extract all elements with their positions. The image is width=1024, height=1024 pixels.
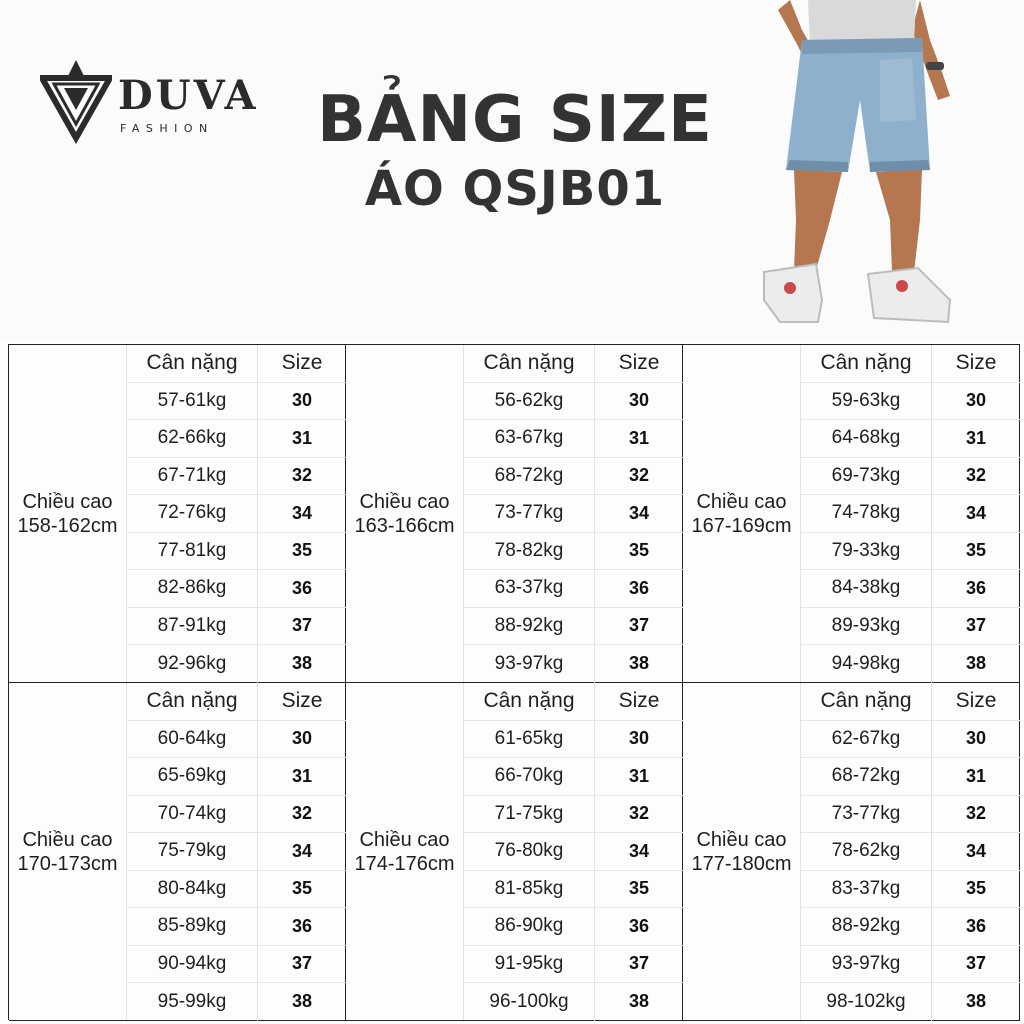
height-label: Chiều cao — [359, 490, 450, 513]
height-range: 167-169cm — [691, 514, 792, 537]
size-cell: 36 — [628, 915, 650, 936]
weight-column-header: Cân nặng — [464, 345, 595, 382]
table-row — [127, 570, 346, 608]
weight-cell: 96-100kg — [464, 983, 595, 1021]
size-cell: 35 — [291, 540, 313, 561]
table-row — [127, 495, 346, 533]
size-cell: 36 — [965, 915, 987, 936]
table-row — [464, 608, 683, 646]
height-cell — [683, 683, 801, 1020]
weight-column-header: Cân nặng — [127, 683, 258, 720]
weight-cell: 75-79kg — [127, 833, 258, 870]
weight-cell: 83-37kg — [801, 871, 932, 908]
weight-cell: 82-86kg — [127, 570, 258, 607]
weight-cell: 76-80kg — [464, 833, 595, 870]
size-cell: 38 — [291, 991, 313, 1012]
weight-cell: 80-84kg — [127, 871, 258, 908]
size-cell: 38 — [628, 991, 650, 1012]
size-cell: 34 — [291, 840, 313, 861]
size-cell: 37 — [965, 953, 987, 974]
table-row — [801, 983, 1020, 1021]
weight-cell: 60-64kg — [127, 721, 258, 758]
table-header-row — [801, 683, 1020, 721]
size-cell: 36 — [965, 577, 987, 598]
size-cell: 35 — [965, 878, 987, 899]
table-row — [464, 833, 683, 871]
weight-cell: 71-75kg — [464, 796, 595, 833]
weight-cell: 65-69kg — [127, 758, 258, 795]
table-row — [801, 796, 1020, 834]
header — [0, 0, 1024, 340]
size-cell: 35 — [628, 540, 650, 561]
size-cell: 30 — [965, 728, 987, 749]
weight-cell: 68-72kg — [464, 458, 595, 495]
size-cell: 34 — [965, 840, 987, 861]
size-cell: 30 — [291, 390, 313, 411]
page-title: BẢNG SIZE — [317, 83, 713, 157]
table-row — [127, 608, 346, 646]
table-row — [127, 946, 346, 984]
size-cell: 38 — [291, 653, 313, 674]
table-row — [127, 908, 346, 946]
size-cell: 35 — [291, 878, 313, 899]
weight-cell: 81-85kg — [464, 871, 595, 908]
model-photo — [750, 0, 970, 330]
table-row — [464, 796, 683, 834]
weight-cell: 87-91kg — [127, 608, 258, 645]
height-label: Chiều cao — [359, 828, 450, 851]
size-table — [9, 345, 346, 683]
table-row — [464, 570, 683, 608]
size-column-header: Size — [281, 689, 323, 713]
height-label: Chiều cao — [22, 828, 113, 851]
height-label: Chiều cao — [696, 490, 787, 513]
size-table — [346, 345, 683, 683]
weight-cell: 63-67kg — [464, 420, 595, 457]
table-row — [464, 458, 683, 496]
size-cell: 31 — [965, 765, 987, 786]
weight-column-header: Cân nặng — [127, 345, 258, 382]
table-row — [127, 533, 346, 571]
table-row — [801, 645, 1020, 683]
size-cell: 32 — [628, 803, 650, 824]
size-cell: 37 — [291, 615, 313, 636]
table-row — [127, 871, 346, 909]
size-cell: 35 — [628, 878, 650, 899]
height-range: 177-180cm — [691, 852, 792, 875]
weight-column-header: Cân nặng — [464, 683, 595, 720]
size-cell: 32 — [628, 465, 650, 486]
weight-cell: 70-74kg — [127, 796, 258, 833]
weight-cell: 56-62kg — [464, 383, 595, 420]
brand-name: DUVA — [118, 72, 259, 119]
page-subtitle: ÁO QSJB01 — [364, 161, 666, 217]
size-cell: 36 — [291, 915, 313, 936]
size-column-header: Size — [618, 689, 660, 713]
table-row — [464, 983, 683, 1021]
table-row — [464, 420, 683, 458]
height-cell — [346, 683, 464, 1020]
weight-cell: 59-63kg — [801, 383, 932, 420]
size-chart-grid — [8, 344, 1020, 1020]
weight-cell: 91-95kg — [464, 946, 595, 983]
weight-cell: 79-33kg — [801, 533, 932, 570]
table-row — [801, 946, 1020, 984]
weight-cell: 73-77kg — [801, 796, 932, 833]
size-cell: 32 — [291, 803, 313, 824]
table-row — [127, 833, 346, 871]
table-row — [127, 458, 346, 496]
weight-cell: 64-68kg — [801, 420, 932, 457]
size-table — [683, 345, 1020, 683]
table-row — [127, 645, 346, 683]
height-range: 170-173cm — [17, 852, 118, 875]
weight-cell: 93-97kg — [801, 946, 932, 983]
table-header-row — [464, 683, 683, 721]
table-row — [127, 758, 346, 796]
table-row — [127, 721, 346, 759]
weight-cell: 74-78kg — [801, 495, 932, 532]
weight-cell: 90-94kg — [127, 946, 258, 983]
table-header-row — [801, 345, 1020, 383]
size-cell: 34 — [628, 840, 650, 861]
height-range: 163-166cm — [354, 514, 455, 537]
brand-logo — [40, 58, 259, 148]
table-header-row — [464, 345, 683, 383]
weight-column-header: Cân nặng — [801, 345, 932, 382]
size-table — [9, 683, 346, 1021]
weight-cell: 88-92kg — [801, 908, 932, 945]
size-column-header: Size — [955, 351, 997, 375]
size-cell: 36 — [628, 577, 650, 598]
weight-cell: 67-71kg — [127, 458, 258, 495]
height-range: 158-162cm — [17, 514, 118, 537]
size-cell: 37 — [628, 615, 650, 636]
table-row — [127, 796, 346, 834]
table-row — [464, 495, 683, 533]
weight-cell: 57-61kg — [127, 383, 258, 420]
table-row — [127, 983, 346, 1021]
size-cell: 37 — [965, 615, 987, 636]
duva-mark-icon — [40, 58, 112, 144]
weight-cell: 68-72kg — [801, 758, 932, 795]
weight-cell: 86-90kg — [464, 908, 595, 945]
size-cell: 38 — [965, 991, 987, 1012]
height-cell — [9, 345, 127, 682]
table-row — [127, 383, 346, 421]
size-column-header: Size — [955, 689, 997, 713]
table-row — [464, 383, 683, 421]
height-label: Chiều cao — [22, 490, 113, 513]
weight-cell: 89-93kg — [801, 608, 932, 645]
size-cell: 38 — [628, 653, 650, 674]
size-cell: 30 — [291, 728, 313, 749]
size-cell: 31 — [291, 427, 313, 448]
table-row — [801, 570, 1020, 608]
size-cell: 30 — [628, 390, 650, 411]
table-row — [801, 721, 1020, 759]
weight-cell: 69-73kg — [801, 458, 932, 495]
size-cell: 37 — [628, 953, 650, 974]
table-row — [464, 721, 683, 759]
table-row — [464, 645, 683, 683]
size-cell: 31 — [628, 427, 650, 448]
size-cell: 34 — [965, 502, 987, 523]
height-cell — [683, 345, 801, 682]
table-row — [127, 420, 346, 458]
size-table — [683, 683, 1020, 1021]
weight-cell: 63-37kg — [464, 570, 595, 607]
table-row — [801, 533, 1020, 571]
table-row — [801, 908, 1020, 946]
weight-cell: 73-77kg — [464, 495, 595, 532]
height-range: 174-176cm — [354, 852, 455, 875]
height-label: Chiều cao — [696, 828, 787, 851]
weight-cell: 98-102kg — [801, 983, 932, 1021]
weight-cell: 95-99kg — [127, 983, 258, 1021]
size-cell: 35 — [965, 540, 987, 561]
table-row — [464, 871, 683, 909]
table-row — [801, 420, 1020, 458]
table-row — [464, 758, 683, 796]
table-row — [801, 871, 1020, 909]
size-cell: 34 — [291, 502, 313, 523]
table-row — [801, 608, 1020, 646]
weight-cell: 84-38kg — [801, 570, 932, 607]
table-row — [801, 833, 1020, 871]
size-cell: 37 — [291, 953, 313, 974]
size-column-header: Size — [618, 351, 660, 375]
weight-cell: 61-65kg — [464, 721, 595, 758]
size-cell: 36 — [291, 577, 313, 598]
table-row — [801, 758, 1020, 796]
weight-cell: 94-98kg — [801, 645, 932, 683]
weight-cell: 66-70kg — [464, 758, 595, 795]
weight-cell: 85-89kg — [127, 908, 258, 945]
size-cell: 32 — [965, 465, 987, 486]
weight-cell: 78-62kg — [801, 833, 932, 870]
weight-cell: 92-96kg — [127, 645, 258, 683]
table-row — [801, 383, 1020, 421]
brand-tagline: FASHION — [120, 122, 214, 135]
table-header-row — [127, 345, 346, 383]
size-cell: 32 — [291, 465, 313, 486]
weight-cell: 72-76kg — [127, 495, 258, 532]
table-row — [801, 495, 1020, 533]
height-cell — [346, 345, 464, 682]
table-row — [464, 908, 683, 946]
size-column-header: Size — [281, 351, 323, 375]
weight-cell: 88-92kg — [464, 608, 595, 645]
weight-cell: 62-66kg — [127, 420, 258, 457]
table-row — [801, 458, 1020, 496]
weight-cell: 78-82kg — [464, 533, 595, 570]
weight-column-header: Cân nặng — [801, 683, 932, 720]
size-cell: 30 — [965, 390, 987, 411]
size-cell: 34 — [628, 502, 650, 523]
table-header-row — [127, 683, 346, 721]
weight-cell: 62-67kg — [801, 721, 932, 758]
weight-cell: 93-97kg — [464, 645, 595, 683]
height-cell — [9, 683, 127, 1020]
size-cell: 32 — [965, 803, 987, 824]
size-cell: 31 — [965, 427, 987, 448]
size-table — [346, 683, 683, 1021]
size-cell: 31 — [291, 765, 313, 786]
size-cell: 30 — [628, 728, 650, 749]
table-row — [464, 533, 683, 571]
weight-cell: 77-81kg — [127, 533, 258, 570]
table-row — [464, 946, 683, 984]
size-cell: 31 — [628, 765, 650, 786]
size-cell: 38 — [965, 653, 987, 674]
